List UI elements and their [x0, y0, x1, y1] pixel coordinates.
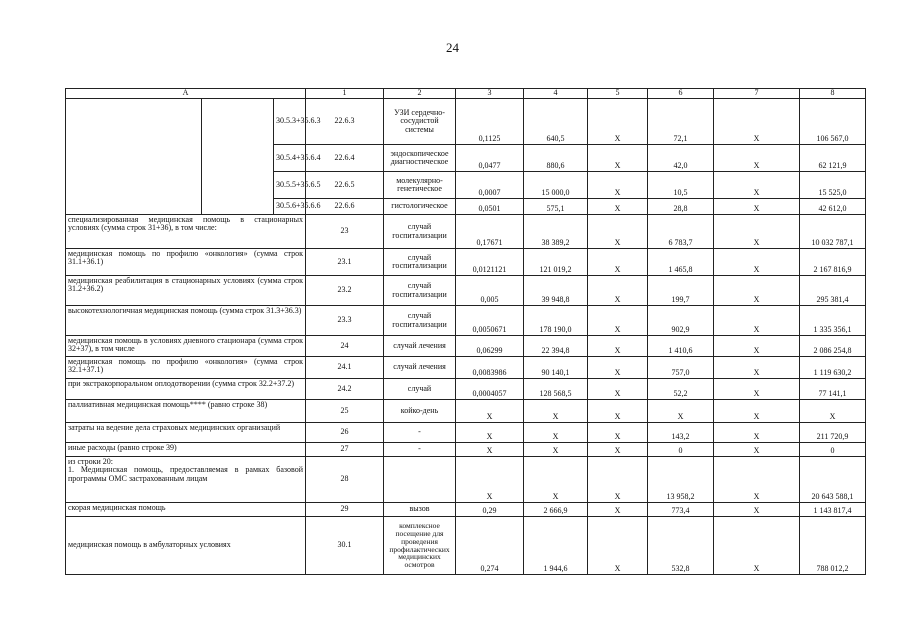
value-cell: Х [456, 457, 524, 503]
value-cell: 0,005 [456, 276, 524, 306]
value-cell: 90 140,1 [524, 357, 588, 379]
col-header: 2 [384, 89, 456, 99]
value-cell: 62 121,9 [800, 145, 866, 172]
value-cell: 0,0007 [456, 172, 524, 199]
col-header: 5 [588, 89, 648, 99]
value-cell: 39 948,8 [524, 276, 588, 306]
value-cell: Х [714, 172, 800, 199]
value-cell: 15 000,0 [524, 172, 588, 199]
unit-cell: гистологическое [384, 199, 456, 215]
value-cell: 52,2 [648, 379, 714, 400]
merged-blank-cell [66, 99, 202, 215]
value-cell: 1 335 356,1 [800, 306, 866, 336]
code-cell: 30.5.6+35.6.6 [274, 199, 306, 215]
value-cell: 0,06299 [456, 336, 524, 357]
value-cell: 0,17671 [456, 215, 524, 249]
value-cell: 10 032 787,1 [800, 215, 866, 249]
value-cell: Х [714, 276, 800, 306]
row-number-cell: 24 [306, 336, 384, 357]
row-number-cell: 23.2 [306, 276, 384, 306]
value-cell: 902,9 [648, 306, 714, 336]
value-cell: Х [714, 423, 800, 443]
description-cell: медицинская помощь в амбулаторных условиях [66, 517, 306, 575]
value-cell: Х [588, 145, 648, 172]
value-cell: 575,1 [524, 199, 588, 215]
value-cell: 22 394,8 [524, 336, 588, 357]
value-cell: Х [588, 517, 648, 575]
row-number-cell: 27 [306, 443, 384, 457]
value-cell: 72,1 [648, 99, 714, 145]
col-header: 4 [524, 89, 588, 99]
value-cell: 295 381,4 [800, 276, 866, 306]
value-cell: 0,274 [456, 517, 524, 575]
code-cell: 30.5.4+35.6.4 [274, 145, 306, 172]
value-cell: Х [524, 457, 588, 503]
value-cell: Х [588, 443, 648, 457]
row-number-cell: 24.1 [306, 357, 384, 379]
code-cell: 30.5.3+35.6.3 [274, 99, 306, 145]
table-row [66, 400, 866, 423]
value-cell: Х [714, 215, 800, 249]
value-cell: Х [800, 400, 866, 423]
row-number-cell: 23.1 [306, 249, 384, 276]
merged-blank-cell [202, 99, 274, 215]
row-number-cell: 22.6.5 [306, 172, 384, 199]
row-number-cell: 28 [306, 457, 384, 503]
table-row [66, 379, 866, 400]
value-cell: 0,0121121 [456, 249, 524, 276]
description-cell: медицинская реабилитация в стационарных условиях (сумма строк 31.2+36.2) [66, 276, 306, 306]
page-number: 24 [446, 40, 459, 55]
row-number-cell: 23 [306, 215, 384, 249]
description-cell: медицинская помощь по профилю «онкология» (сумма строк 31.1+36.1) [66, 249, 306, 276]
table-row [66, 503, 866, 517]
table-row [66, 306, 866, 336]
value-cell: Х [588, 306, 648, 336]
value-cell: Х [714, 443, 800, 457]
value-cell: Х [714, 306, 800, 336]
col-header: 8 [800, 89, 866, 99]
value-cell: 0,0083986 [456, 357, 524, 379]
value-cell: Х [588, 400, 648, 423]
value-cell: 532,8 [648, 517, 714, 575]
value-cell: 1 465,8 [648, 249, 714, 276]
unit-cell: случай госпитализации [384, 249, 456, 276]
value-cell: 42,0 [648, 145, 714, 172]
value-cell: 0,0477 [456, 145, 524, 172]
unit-cell: случай госпитализации [384, 276, 456, 306]
description-cell: при экстракорпоральном оплодотворении (сумма строк 32.2+37.2) [66, 379, 306, 400]
value-cell: 880,6 [524, 145, 588, 172]
value-cell: Х [714, 199, 800, 215]
description-cell: медицинская помощь по профилю «онкология» (сумма строк 32.1+37.1) [66, 357, 306, 379]
value-cell: 1 143 817,4 [800, 503, 866, 517]
row-number-cell: 25 [306, 400, 384, 423]
value-cell: Х [714, 249, 800, 276]
value-cell: 1 410,6 [648, 336, 714, 357]
value-cell: 121 019,2 [524, 249, 588, 276]
row-number-cell: 24.2 [306, 379, 384, 400]
value-cell: 28,8 [648, 199, 714, 215]
table-row [66, 357, 866, 379]
description-cell: затраты на ведение дела страховых медицинских организаций [66, 423, 306, 443]
value-cell: Х [714, 457, 800, 503]
unit-cell: - [384, 443, 456, 457]
row-number-cell: 23.3 [306, 306, 384, 336]
value-cell: 0 [800, 443, 866, 457]
value-cell: 0,1125 [456, 99, 524, 145]
unit-cell: эндоскопическое диагностическое [384, 145, 456, 172]
value-cell: Х [588, 215, 648, 249]
value-cell: Х [588, 276, 648, 306]
col-header: 3 [456, 89, 524, 99]
description-cell: иные расходы (равно строке 39) [66, 443, 306, 457]
value-cell: Х [524, 443, 588, 457]
table-row [66, 249, 866, 276]
col-header: 6 [648, 89, 714, 99]
value-cell: Х [588, 357, 648, 379]
value-cell: 178 190,0 [524, 306, 588, 336]
description-cell: медицинская помощь в условиях дневного стационара (сумма строк 32+37), в том числе [66, 336, 306, 357]
description-cell: высокотехнологичная медицинская помощь (сумма строк 31.3+36.3) [66, 306, 306, 336]
value-cell: 10,5 [648, 172, 714, 199]
description-cell: паллиативная медицинская помощь**** (равно строке 38) [66, 400, 306, 423]
table-row [66, 457, 866, 503]
value-cell: 0,0501 [456, 199, 524, 215]
value-cell: Х [714, 336, 800, 357]
value-cell: 143,2 [648, 423, 714, 443]
description-cell: из строки 20: 1. Медицинская помощь, предоставляемая в рамках базовой программы ОМС застрахованным лицам [66, 457, 306, 503]
value-cell: Х [588, 379, 648, 400]
value-cell: Х [588, 336, 648, 357]
value-cell: 77 141,1 [800, 379, 866, 400]
report-table [65, 88, 866, 575]
value-cell: 1 944,6 [524, 517, 588, 575]
value-cell: Х [588, 423, 648, 443]
table-row [66, 215, 866, 249]
header-row [66, 89, 866, 99]
value-cell: 1 119 630,2 [800, 357, 866, 379]
value-cell: 2 666,9 [524, 503, 588, 517]
value-cell: Х [588, 503, 648, 517]
value-cell: 211 720,9 [800, 423, 866, 443]
value-cell: 757,0 [648, 357, 714, 379]
unit-cell [384, 457, 456, 503]
col-header: 1 [306, 89, 384, 99]
code-cell: 30.5.5+35.6.5 [274, 172, 306, 199]
value-cell: Х [456, 400, 524, 423]
description-cell: специализированная медицинская помощь в стационарных условиях (сумма строк 31+36), в том числе: [66, 215, 306, 249]
row-number-cell: 26 [306, 423, 384, 443]
table-row [66, 99, 866, 145]
value-cell: Х [714, 99, 800, 145]
value-cell: 20 643 588,1 [800, 457, 866, 503]
unit-cell: УЗИ сердечно-сосудистой системы [384, 99, 456, 145]
value-cell: 2 086 254,8 [800, 336, 866, 357]
value-cell: 640,5 [524, 99, 588, 145]
table-row [66, 276, 866, 306]
table-row [66, 517, 866, 575]
value-cell: Х [588, 199, 648, 215]
unit-cell: случай госпитализации [384, 215, 456, 249]
value-cell: Х [648, 400, 714, 423]
row-number-cell: 22.6.6 [306, 199, 384, 215]
value-cell: Х [588, 457, 648, 503]
value-cell: 788 012,2 [800, 517, 866, 575]
row-number-cell: 22.6.3 [306, 99, 384, 145]
value-cell: 106 567,0 [800, 99, 866, 145]
unit-cell: случай лечения [384, 357, 456, 379]
unit-cell: комплексное посещение для проведения профилактических медицинских осмотров [384, 517, 456, 575]
value-cell: Х [588, 172, 648, 199]
value-cell: 2 167 816,9 [800, 249, 866, 276]
value-cell: Х [456, 443, 524, 457]
value-cell: Х [714, 145, 800, 172]
value-cell: Х [524, 400, 588, 423]
unit-cell: случай госпитализации [384, 306, 456, 336]
value-cell: 42 612,0 [800, 199, 866, 215]
value-cell: 0,29 [456, 503, 524, 517]
value-cell: Х [714, 400, 800, 423]
unit-cell: случай [384, 379, 456, 400]
value-cell: Х [714, 357, 800, 379]
value-cell: 0,0050671 [456, 306, 524, 336]
row-number-cell: 29 [306, 503, 384, 517]
value-cell: 15 525,0 [800, 172, 866, 199]
table-row [66, 336, 866, 357]
value-cell: 0 [648, 443, 714, 457]
value-cell: Х [588, 99, 648, 145]
value-cell: 0,0004057 [456, 379, 524, 400]
value-cell: Х [456, 423, 524, 443]
value-cell: 6 783,7 [648, 215, 714, 249]
value-cell: 773,4 [648, 503, 714, 517]
description-cell: скорая медицинская помощь [66, 503, 306, 517]
value-cell: Х [524, 423, 588, 443]
col-header: А [66, 89, 306, 99]
table-row [66, 443, 866, 457]
value-cell: 13 958,2 [648, 457, 714, 503]
value-cell: 38 389,2 [524, 215, 588, 249]
value-cell: Х [714, 517, 800, 575]
value-cell: Х [588, 249, 648, 276]
unit-cell: - [384, 423, 456, 443]
value-cell: Х [714, 379, 800, 400]
value-cell: Х [714, 503, 800, 517]
unit-cell: койко-день [384, 400, 456, 423]
unit-cell: молекулярно-генетическое [384, 172, 456, 199]
row-number-cell: 22.6.4 [306, 145, 384, 172]
table-row [66, 423, 866, 443]
value-cell: 128 568,5 [524, 379, 588, 400]
col-header: 7 [714, 89, 800, 99]
row-number-cell: 30.1 [306, 517, 384, 575]
unit-cell: вызов [384, 503, 456, 517]
unit-cell: случай лечения [384, 336, 456, 357]
value-cell: 199,7 [648, 276, 714, 306]
